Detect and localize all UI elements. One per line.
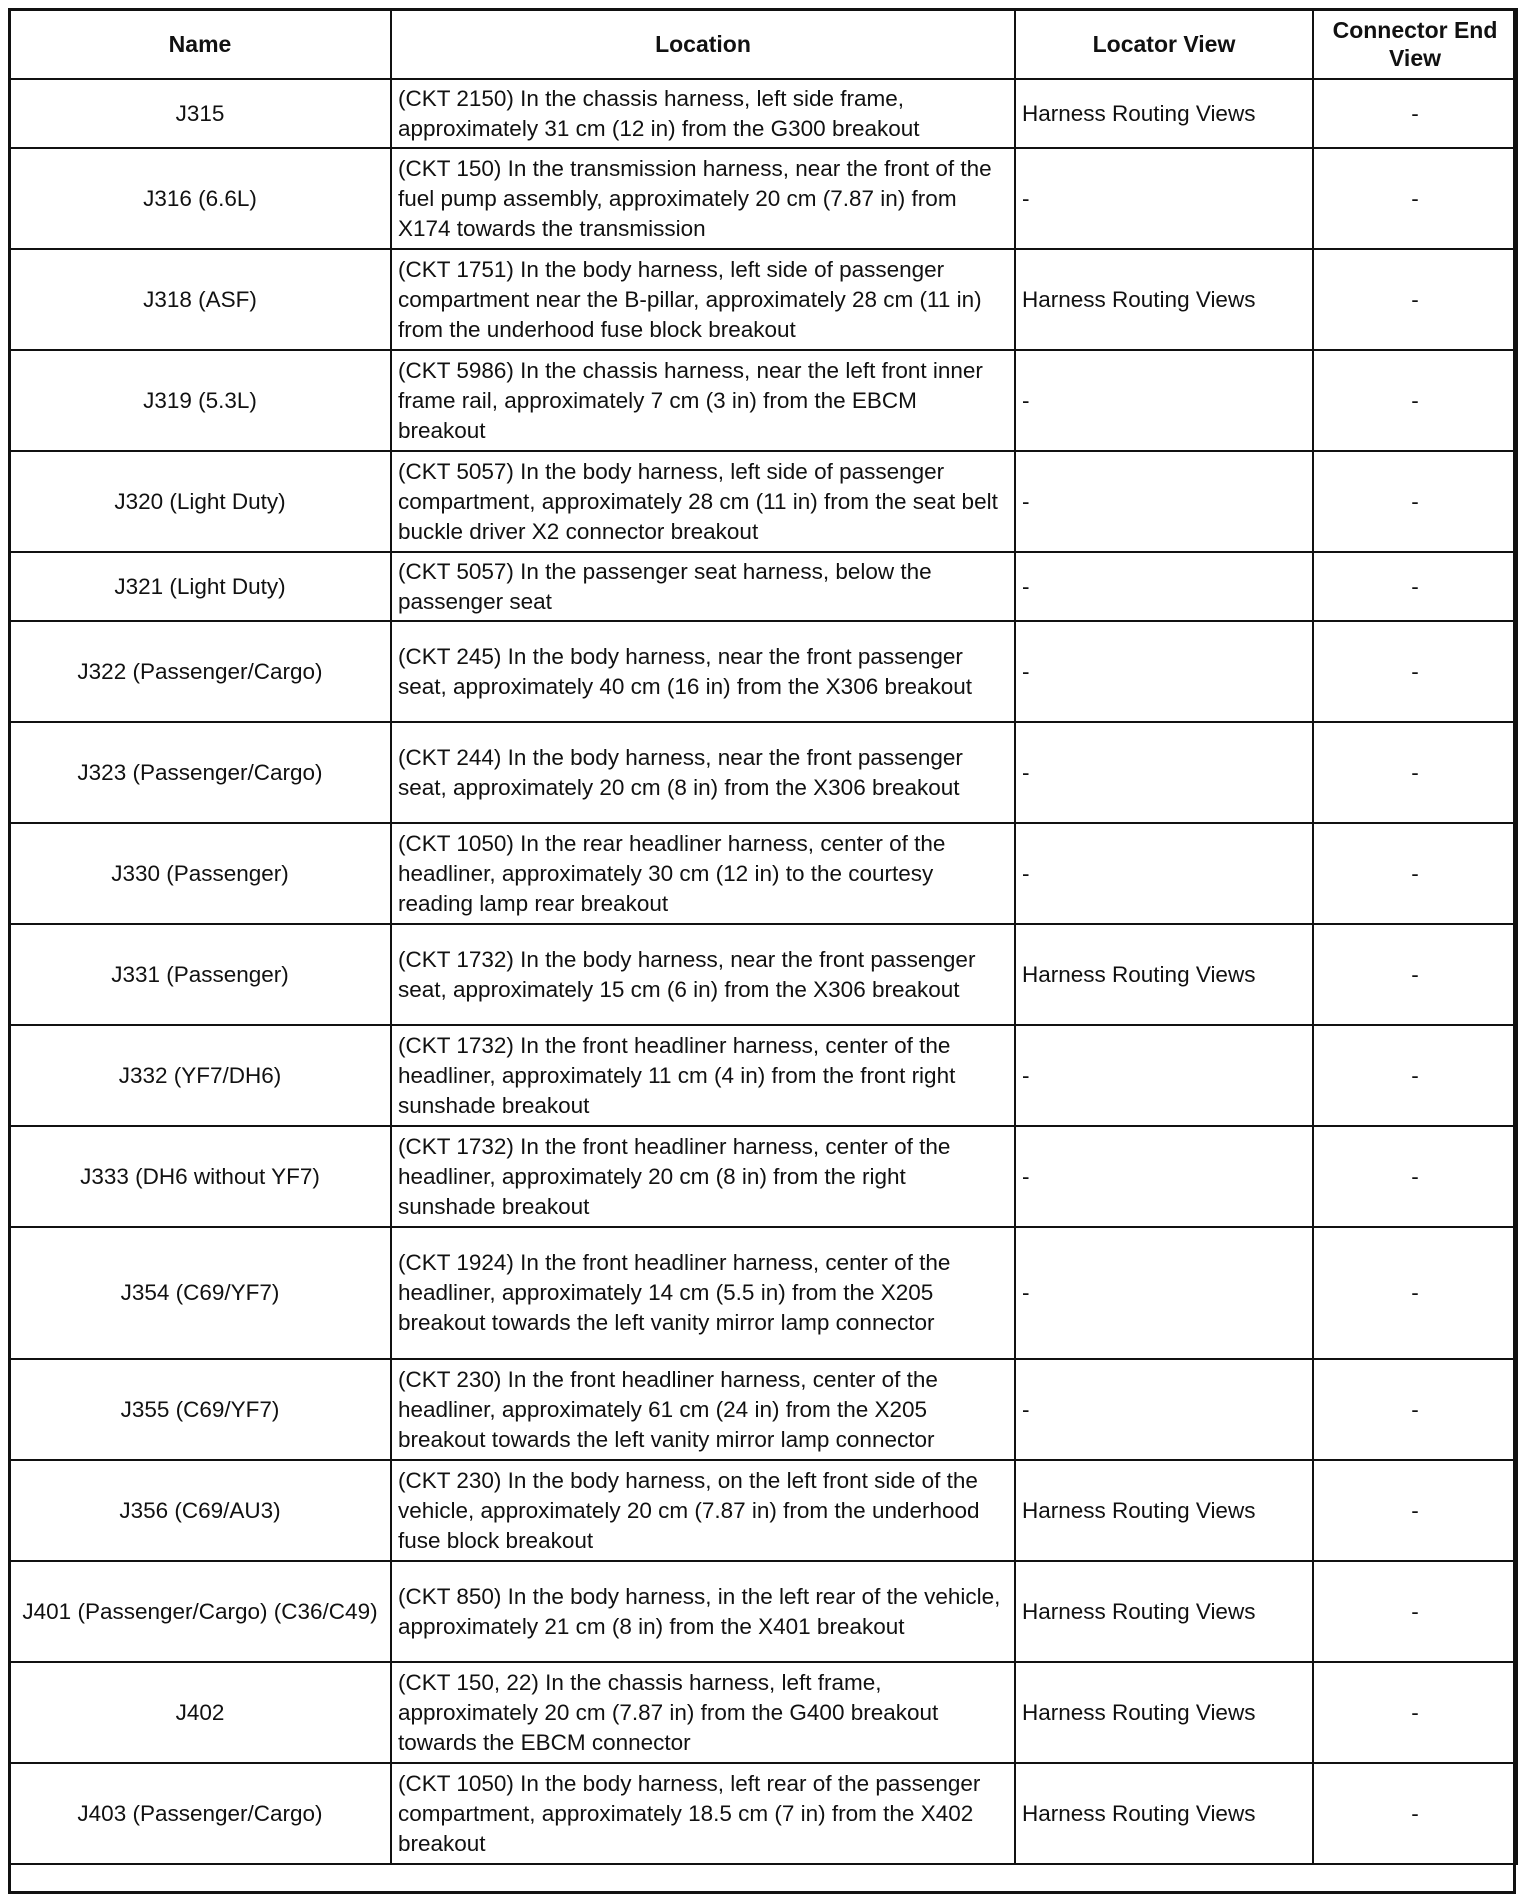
cell-connector-end-view: -: [1313, 1126, 1517, 1227]
cell-locator-view: -: [1015, 350, 1313, 451]
cell-locator-view: -: [1015, 1025, 1313, 1126]
cell-locator-view: Harness Routing Views: [1015, 1763, 1313, 1864]
table-row: [9, 1126, 1517, 1227]
cell-connector-end-view: -: [1313, 924, 1517, 1025]
table-row: [9, 148, 1517, 249]
cell-location: (CKT 850) In the body harness, in the left rear of the vehicle, approximately 21 cm (8 in) from the X401 breakout: [391, 1561, 1015, 1662]
header-connector-end-view: Connector End View: [1313, 9, 1517, 79]
cell-connector-end-view: -: [1313, 79, 1517, 148]
cell-connector-end-view: -: [1313, 148, 1517, 249]
cell-locator-view: -: [1015, 1126, 1313, 1227]
cell-location: (CKT 1924) In the front headliner harness, center of the headliner, approximately 14 cm (5.5 in) from the X205 breakout towards the left vanity mirror lamp connector: [391, 1227, 1015, 1359]
table-row: [9, 722, 1517, 823]
cell-name: J354 (C69/YF7): [9, 1227, 391, 1359]
table-row: [9, 1460, 1517, 1561]
cell-name: J356 (C69/AU3): [9, 1460, 391, 1561]
cell-location: (CKT 1050) In the body harness, left rear of the passenger compartment, approximately 18.5 cm (7 in) from the X402 breakout: [391, 1763, 1015, 1864]
cell-connector-end-view: -: [1313, 722, 1517, 823]
cell-locator-view: Harness Routing Views: [1015, 249, 1313, 350]
cell-locator-view: Harness Routing Views: [1015, 1561, 1313, 1662]
cell-connector-end-view: -: [1313, 823, 1517, 924]
cell-locator-view: -: [1015, 148, 1313, 249]
cell-name: J322 (Passenger/Cargo): [9, 621, 391, 722]
table-row: [9, 1025, 1517, 1126]
table-row: [9, 249, 1517, 350]
cell-location: (CKT 150, 22) In the chassis harness, left frame, approximately 20 cm (7.87 in) from the G400 breakout towards the EBCM connector: [391, 1662, 1015, 1763]
table-row: [9, 823, 1517, 924]
cell-locator-view: -: [1015, 823, 1313, 924]
cell-locator-view: -: [1015, 621, 1313, 722]
cell-connector-end-view: -: [1313, 1227, 1517, 1359]
cell-location: (CKT 230) In the front headliner harness, center of the headliner, approximately 61 cm (24 in) from the X205 breakout towards the left vanity mirror lamp connector: [391, 1359, 1015, 1460]
cell-name: J402: [9, 1662, 391, 1763]
cell-location: (CKT 230) In the body harness, on the left front side of the vehicle, approximately 20 cm (7.87 in) from the underhood fuse block breakout: [391, 1460, 1015, 1561]
cell-locator-view: -: [1015, 451, 1313, 552]
table-row: [9, 1763, 1517, 1864]
cell-name: J323 (Passenger/Cargo): [9, 722, 391, 823]
table-row: [9, 350, 1517, 451]
table-row: [9, 1359, 1517, 1460]
cell-location: (CKT 1732) In the front headliner harness, center of the headliner, approximately 20 cm (8 in) from the right sunshade breakout: [391, 1126, 1015, 1227]
cell-location: (CKT 5986) In the chassis harness, near the left front inner frame rail, approximately 7 cm (3 in) from the EBCM breakout: [391, 350, 1015, 451]
table-row: [9, 1561, 1517, 1662]
cell-locator-view: -: [1015, 1359, 1313, 1460]
cell-location: (CKT 5057) In the body harness, left side of passenger compartment, approximately 28 cm (11 in) from the seat belt buckle driver X2 connector breakout: [391, 451, 1015, 552]
cell-connector-end-view: -: [1313, 1763, 1517, 1864]
cell-location: (CKT 1050) In the rear headliner harness, center of the headliner, approximately 30 cm (12 in) to the courtesy reading lamp rear breakout: [391, 823, 1015, 924]
header-locator-view: Locator View: [1015, 9, 1313, 79]
cell-name: J316 (6.6L): [9, 148, 391, 249]
cell-connector-end-view: -: [1313, 451, 1517, 552]
cell-location: (CKT 245) In the body harness, near the front passenger seat, approximately 40 cm (16 in) from the X306 breakout: [391, 621, 1015, 722]
cell-name: J330 (Passenger): [9, 823, 391, 924]
cell-locator-view: -: [1015, 552, 1313, 621]
cell-name: J320 (Light Duty): [9, 451, 391, 552]
cell-connector-end-view: -: [1313, 1359, 1517, 1460]
splice-location-sheet: [8, 8, 1518, 1865]
cell-name: J319 (5.3L): [9, 350, 391, 451]
table-row: [9, 621, 1517, 722]
cell-locator-view: Harness Routing Views: [1015, 1662, 1313, 1763]
cell-location: (CKT 244) In the body harness, near the front passenger seat, approximately 20 cm (8 in) from the X306 breakout: [391, 722, 1015, 823]
cell-locator-view: Harness Routing Views: [1015, 924, 1313, 1025]
cell-name: J333 (DH6 without YF7): [9, 1126, 391, 1227]
table-row: [9, 451, 1517, 552]
cell-locator-view: -: [1015, 722, 1313, 823]
header-location: Location: [391, 9, 1015, 79]
cell-connector-end-view: -: [1313, 249, 1517, 350]
cell-location: (CKT 150) In the transmission harness, near the front of the fuel pump assembly, approximately 20 cm (7.87 in) from X174 towards the transmission: [391, 148, 1015, 249]
cell-connector-end-view: -: [1313, 1025, 1517, 1126]
table-row: [9, 924, 1517, 1025]
cell-location: (CKT 5057) In the passenger seat harness, below the passenger seat: [391, 552, 1015, 621]
cell-location: (CKT 1751) In the body harness, left side of passenger compartment near the B-pillar, approximately 28 cm (11 in) from the underhood fuse block breakout: [391, 249, 1015, 350]
cell-name: J332 (YF7/DH6): [9, 1025, 391, 1126]
cell-location: (CKT 2150) In the chassis harness, left side frame, approximately 31 cm (12 in) from the G300 breakout: [391, 79, 1015, 148]
table-row: [9, 79, 1517, 148]
cell-connector-end-view: -: [1313, 350, 1517, 451]
table-row: [9, 552, 1517, 621]
cell-connector-end-view: -: [1313, 621, 1517, 722]
cell-name: J401 (Passenger/Cargo) (C36/C49): [9, 1561, 391, 1662]
header-name: Name: [9, 9, 391, 79]
cell-locator-view: -: [1015, 1227, 1313, 1359]
cell-locator-view: Harness Routing Views: [1015, 79, 1313, 148]
cell-name: J403 (Passenger/Cargo): [9, 1763, 391, 1864]
header-row: [9, 9, 1517, 79]
cell-connector-end-view: -: [1313, 1561, 1517, 1662]
cell-location: (CKT 1732) In the body harness, near the front passenger seat, approximately 15 cm (6 in) from the X306 breakout: [391, 924, 1015, 1025]
splice-location-table: [8, 8, 1518, 1865]
cell-locator-view: Harness Routing Views: [1015, 1460, 1313, 1561]
cell-name: J315: [9, 79, 391, 148]
cell-connector-end-view: -: [1313, 1662, 1517, 1763]
cell-name: J321 (Light Duty): [9, 552, 391, 621]
table-row: [9, 1662, 1517, 1763]
table-row: [9, 1227, 1517, 1359]
cell-location: (CKT 1732) In the front headliner harness, center of the headliner, approximately 11 cm (4 in) from the front right sunshade breakout: [391, 1025, 1015, 1126]
cell-name: J331 (Passenger): [9, 924, 391, 1025]
cell-connector-end-view: -: [1313, 552, 1517, 621]
cell-name: J355 (C69/YF7): [9, 1359, 391, 1460]
cell-name: J318 (ASF): [9, 249, 391, 350]
cell-connector-end-view: -: [1313, 1460, 1517, 1561]
